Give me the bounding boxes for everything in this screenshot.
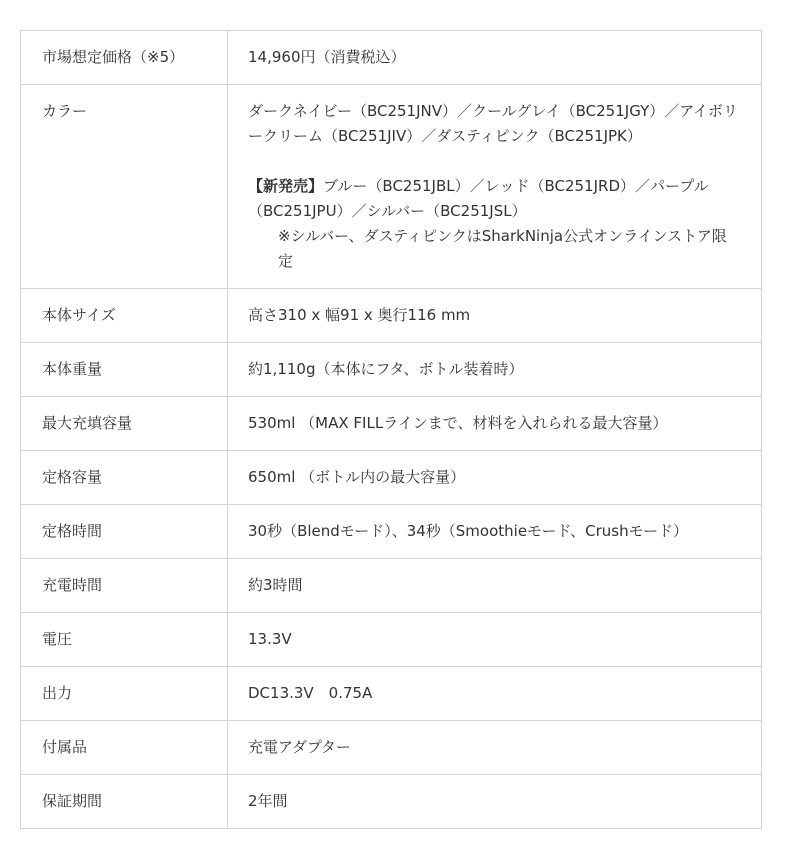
spec-value: 高さ310 x 幅91 x 奥行116 mm: [228, 289, 762, 343]
spec-row-price: [21, 31, 762, 85]
spec-value: 約3時間: [228, 559, 762, 613]
spec-label: カラー: [21, 85, 228, 289]
spec-label: 充電時間: [21, 559, 228, 613]
spec-row-accessories: [21, 721, 762, 775]
spec-row-rated-capacity: [21, 451, 762, 505]
spec-row-size: [21, 289, 762, 343]
new-colors: ブルー（BC251JBL）／レッド（BC251JRD）／パープル（BC251JPU）／シルバー（BC251JSL）: [248, 177, 709, 220]
spec-label: 出力: [21, 667, 228, 721]
spec-label: 保証期間: [21, 775, 228, 829]
spec-value: 650ml （ボトル内の最大容量）: [228, 451, 762, 505]
spec-value: 13.3V: [228, 613, 762, 667]
spec-label: 定格容量: [21, 451, 228, 505]
new-release-tag: 【新発売】: [248, 177, 324, 195]
spec-value-colors: [228, 85, 762, 289]
spec-label: 最大充填容量: [21, 397, 228, 451]
spec-label: 市場想定価格（※5）: [21, 31, 228, 85]
online-limited-note: ※シルバー、ダスティピンクはSharkNinja公式オンラインストア限定: [278, 227, 727, 270]
spec-label: 本体サイズ: [21, 289, 228, 343]
spec-value: 約1,110g（本体にフタ、ボトル装着時）: [228, 343, 762, 397]
spec-row-weight: [21, 343, 762, 397]
current-colors: ダークネイビー（BC251JNV）／クールグレイ（BC251JGY）／アイボリークリーム（BC251JIV）／ダスティピンク（BC251JPK）: [248, 102, 738, 145]
spec-table: [20, 30, 762, 829]
spec-value: 充電アダプター: [228, 721, 762, 775]
new-colors-block: [248, 174, 741, 274]
spec-row-voltage: [21, 613, 762, 667]
spec-row-color: [21, 85, 762, 289]
spec-value: 2年間: [228, 775, 762, 829]
spec-value: 30秒（Blendモード）、34秒（Smoothieモード、Crushモード）: [228, 505, 762, 559]
spec-row-charge-time: [21, 559, 762, 613]
spec-label: 本体重量: [21, 343, 228, 397]
spec-label: 定格時間: [21, 505, 228, 559]
spec-value: 530ml （MAX FILLラインまで、材料を入れられる最大容量）: [228, 397, 762, 451]
spec-row-rated-time: [21, 505, 762, 559]
spec-row-warranty: [21, 775, 762, 829]
spec-value: 14,960円（消費税込）: [228, 31, 762, 85]
spec-row-output: [21, 667, 762, 721]
spec-label: 電圧: [21, 613, 228, 667]
spec-label: 付属品: [21, 721, 228, 775]
spec-row-max-fill: [21, 397, 762, 451]
spec-value: DC13.3V 0.75A: [228, 667, 762, 721]
